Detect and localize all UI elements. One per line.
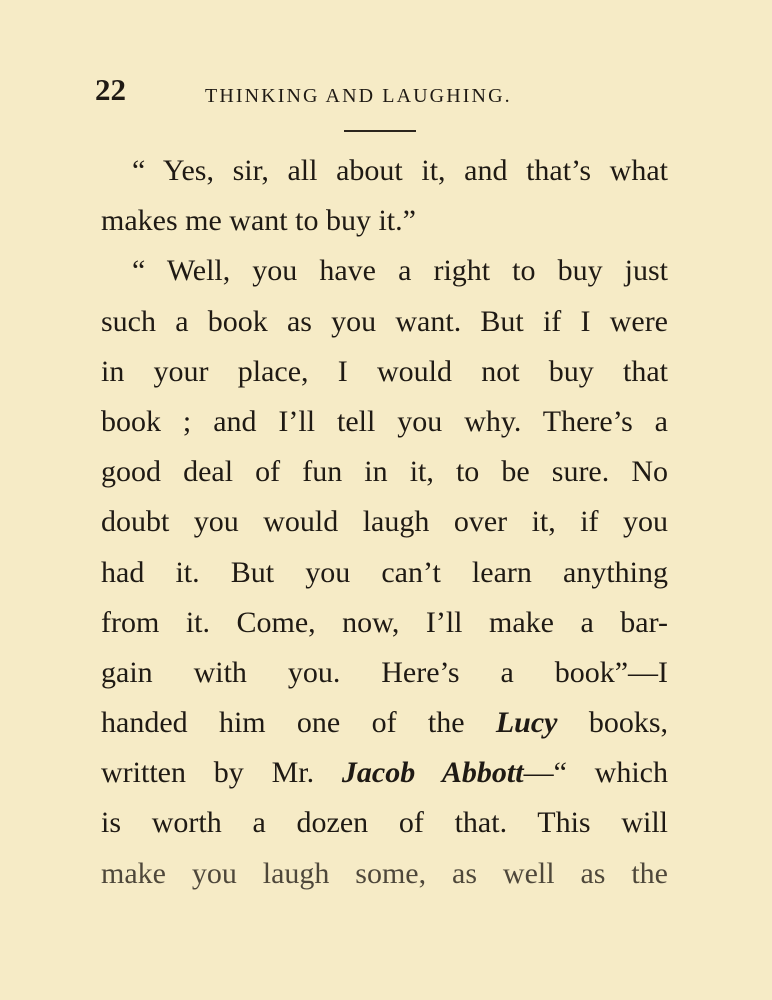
text-line-2: makes me want to buy it.” [101,204,416,238]
text-segment: written by Mr. [101,756,342,790]
text-line-5: in your place, I would not buy that [101,354,668,388]
text-segment: books, [557,706,668,740]
running-head: THINKING AND LAUGHING. [205,85,512,107]
page-number: 22 [95,72,126,107]
text-line-1: “ Yes, sir, all about it, and that’s what [132,154,668,187]
text-segment: —“ which [523,756,668,790]
text-segment: handed him one of the [101,706,496,740]
text-line-13 [101,748,668,798]
text-line-12 [101,698,668,748]
text-line-3: “ Well, you have a right to buy just [132,254,668,288]
body-text [101,146,668,899]
text-line-10: from it. Come, now, I’ll make a bar- [101,605,668,639]
text-line-9: had it. But you can’t learn anything [101,555,668,589]
text-line-11: gain with you. Here’s a book”—I [101,655,668,689]
text-line-8: doubt you would laugh over it, if you [101,505,668,539]
text-line-7: good deal of fun in it, to be sure. No [101,455,668,489]
text-line-6: book ; and I’ll tell you why. There’s a [101,404,668,438]
text-line-14: is worth a dozen of that. This will [101,806,668,840]
text-line-4: such a book as you want. But if I were [101,304,668,338]
header-rule [344,130,416,132]
book-title-lucy: Lucy [495,706,558,740]
text-line-15: make you laugh some, as well as the [101,856,668,890]
author-name: Jacob Abbott [341,756,524,790]
